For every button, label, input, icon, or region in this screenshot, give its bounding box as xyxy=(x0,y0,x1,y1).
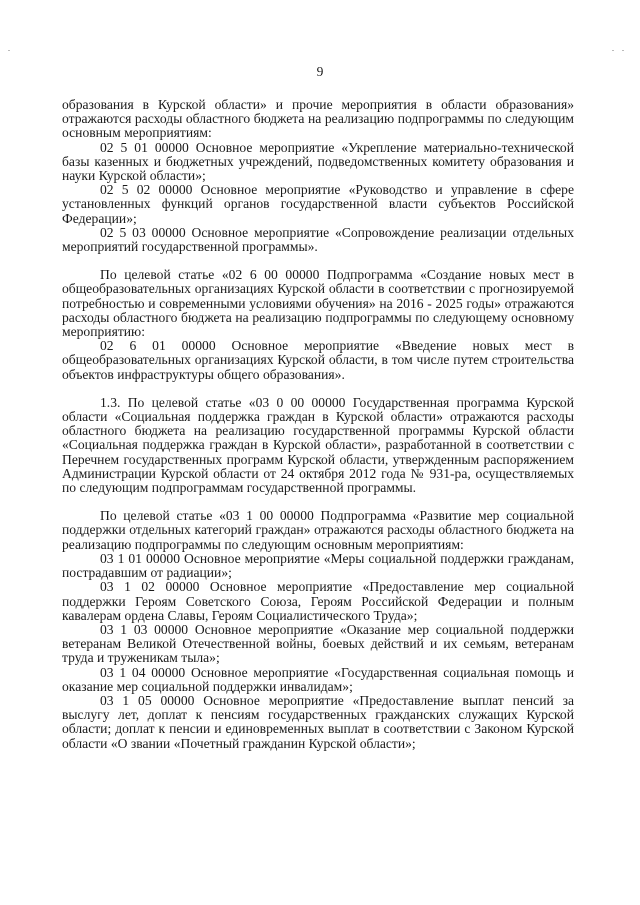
paragraph: 03 1 03 00000 Основное мероприятие «Оказание мер социальной поддержки ветеранам Великой Отечественной войны, боевых действий и их семьям, ветеранам труда и труженикам тыла»; xyxy=(62,621,574,666)
paragraph: По целевой статье «03 1 00 00000 Подпрограмма «Развитие мер социальной поддержки отдельных категорий граждан» отражаются расходы областного бюджета на реализацию подпрограммы по следующим основным мероприятиям: xyxy=(62,508,574,552)
paragraph: 02 6 01 00000 Основное мероприятие «Введение новых мест в общеобразовательных организациях Курской области, в том числе путем строительства объектов инфраструктуры общего образования». xyxy=(62,338,574,382)
scan-speck xyxy=(622,50,624,51)
paragraph: 03 1 04 00000 Основное мероприятие «Государственная социальная помощь и оказание мер социальной поддержки инвалидам»; xyxy=(62,664,574,694)
paragraph: 02 5 01 00000 Основное мероприятие «Укрепление материально-технической базы казенных и бюджетных учреждений, подведомственных комитету образования и науки Курской области»; xyxy=(62,139,574,184)
paragraph: 02 5 03 00000 Основное мероприятие «Сопровождение реализации отдельных мероприятий государственной программы». xyxy=(62,224,574,255)
paragraph-continuation: образования в Курской области» и прочие мероприятия в области образования» отражаются расходы областного бюджета на реализацию подпрограммы по следующим основным мероприятиям: xyxy=(62,97,574,141)
paragraph-section-1-3: 1.3. По целевой статье «03 0 00 00000 Государственная программа Курской области «Социальная поддержка граждан в Курской области» отражаются расходы областного бюджета на реализацию государственной программы Курской области «Социальная поддержка граждан в Курской области», разработанной в соответствии с Перечнем государственных программ Курской области, утвержденным распоряжением Администрации Курской области от 24 октября 2012 года № 931-ра, осуществляемых по следующим подпрограммам государственной программы. xyxy=(62,394,574,496)
document-body xyxy=(62,98,574,751)
paragraph: 03 1 02 00000 Основное мероприятие «Предоставление мер социальной поддержки Героям Советского Союза, Героям Российской Федерации и полным кавалерам ордена Славы, Героям Социалистического Труда»; xyxy=(62,579,574,623)
paragraph: По целевой статье «02 6 00 00000 Подпрограмма «Создание новых мест в общеобразовательных организациях Курской области в соответствии с прогнозируемой потребностью и современными условиями обучения» на 2016 - 2025 годы» отражаются расходы областного бюджета на реализацию подпрограммы по следующему основному мероприятию: xyxy=(62,267,574,340)
paragraph: 03 1 01 00000 Основное мероприятие «Меры социальной поддержки гражданам, пострадавшим от радиации»; xyxy=(62,550,574,581)
page-number: 9 xyxy=(316,64,324,79)
paragraph: 03 1 05 00000 Основное мероприятие «Предоставление выплат пенсий за выслугу лет, доплат к пенсиям государственных гражданских служащих Курской области; доплат к пенсии и единовременных выплат в соответствии с Законом Курской области «О звании «Почетный гражданин Курской области»; xyxy=(62,692,574,751)
scan-speck xyxy=(612,50,614,51)
paragraph: 02 5 02 00000 Основное мероприятие «Руководство и управление в сфере установленных функций органов государственной власти субъектов Российской Федерации»; xyxy=(62,182,574,226)
scan-speck xyxy=(8,50,10,51)
